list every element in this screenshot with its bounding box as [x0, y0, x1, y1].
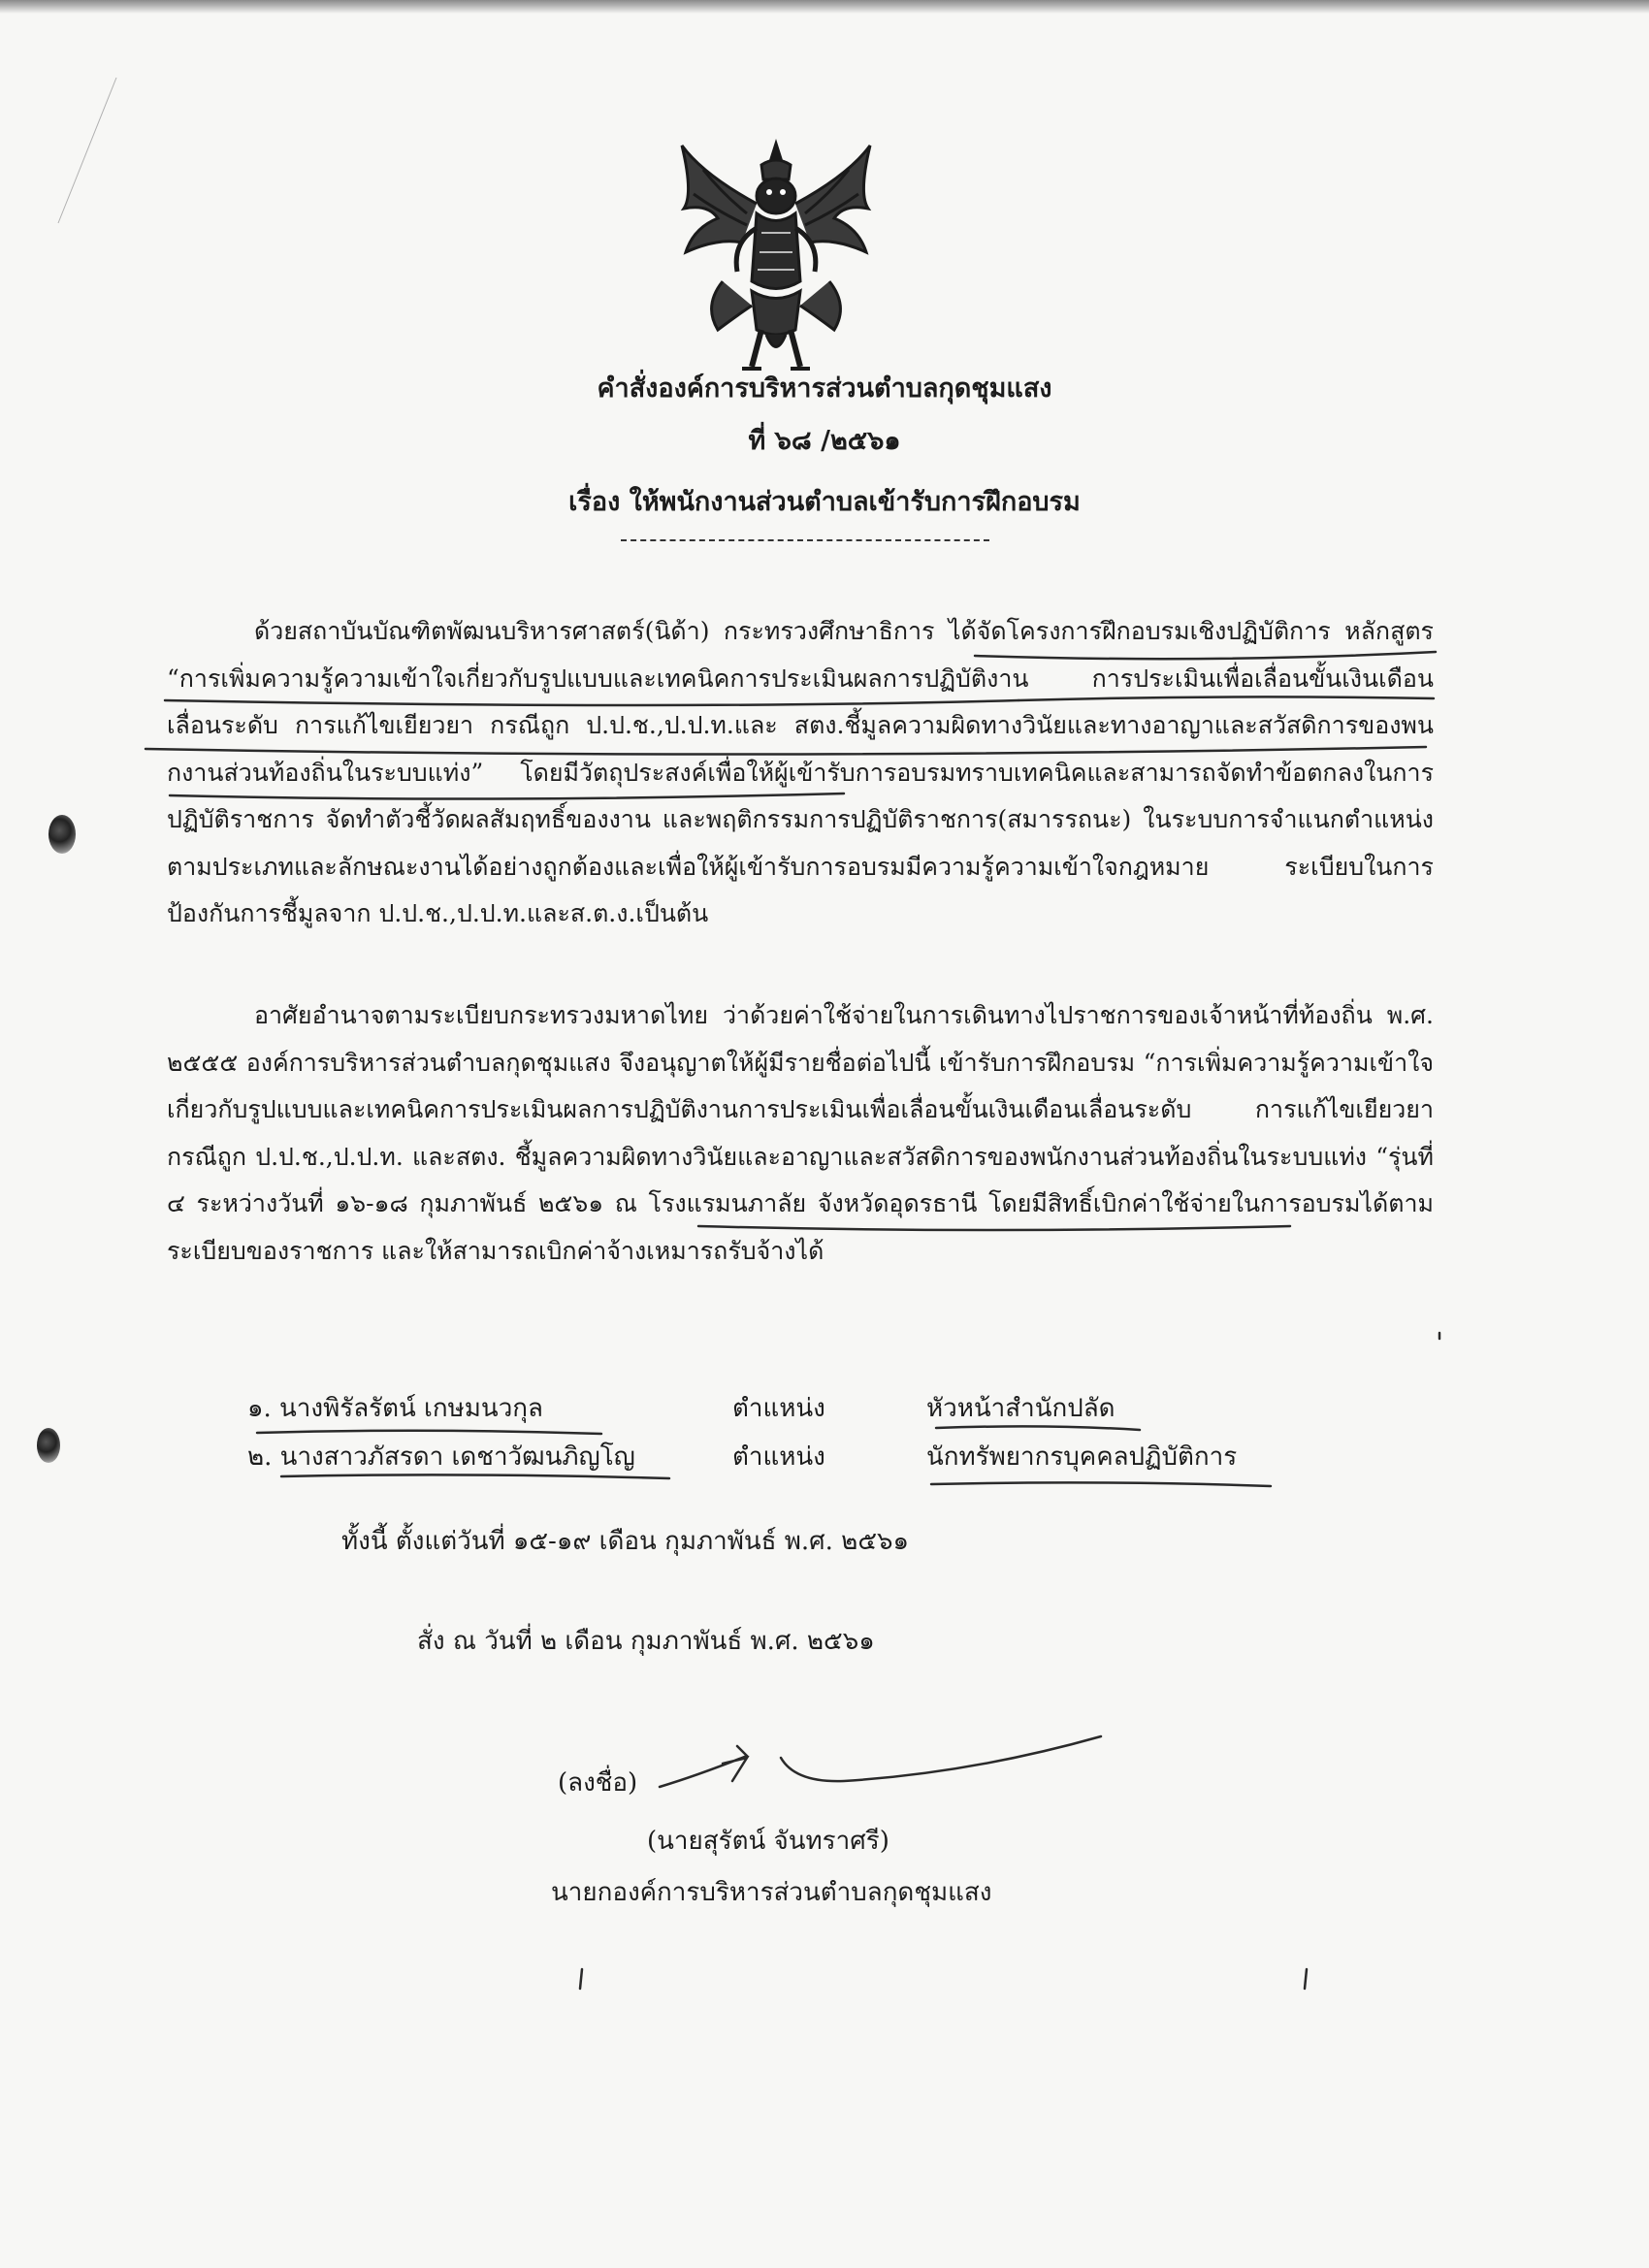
- effective-date: ทั้งนี้ ตั้งแต่วันที่ ๑๕-๑๙ เดือน กุมภาพันธ์ พ.ศ. ๒๕๖๑: [341, 1527, 909, 1556]
- signer-name: (นายสุรัตน์ จันทราศรี): [647, 1827, 889, 1856]
- attendee-name: ๑. นางพิรัลรัตน์ เกษมนวกุล: [247, 1394, 543, 1423]
- order-date: สั่ง ณ วันที่ ๒ เดือน กุมภาพันธ์ พ.ศ. ๒๕๖๑: [417, 1627, 875, 1656]
- underline-mark: [170, 794, 844, 799]
- order-title: คำสั่งองค์การบริหารส่วนตำบลกุดชุมแสง: [597, 373, 1052, 404]
- order-number: ที่ ๖๘ /๒๕๖๑: [748, 426, 901, 456]
- underline-mark: [975, 652, 1436, 659]
- signature-mark: [781, 1736, 1101, 1781]
- stray-mark: [580, 1969, 582, 1989]
- signer-title: นายกองค์การบริหารส่วนตำบลกุดชุมแสง: [551, 1878, 992, 1907]
- position-label: ตำแหน่ง: [732, 1442, 825, 1472]
- underline-mark: [281, 1474, 669, 1478]
- order-subject: เรื่อง ให้พนักงานส่วนตำบลเข้ารับการฝึกอบรม: [568, 487, 1081, 517]
- scan-artifact: [58, 78, 116, 223]
- attendee-position: หัวหน้าสำนักปลัด: [926, 1394, 1116, 1423]
- paragraph-2-text: อาศัยอำนาจตามระเบียบกระทรวงมหาดไทย ว่าด้วยค่าใช้จ่ายในการเดินทางไปราชการของเจ้าหน้าที่ท้องถิ่น พ.ศ. ๒๕๕๕ องค์การบริหารส่วนตำบลกุดชุมแสง จึงอนุญาตให้ผู้มีรายชื่อต่อไปนี้ เข้ารับการฝึกอบรม “การเพิ่มความรู้ความเข้าใจเกี่ยวกับรูปแบบและเทคนิคการประเมินผลการปฏิบัติงานการประเมินเพื่อเลื่อนขั้นเงินเดือนเลื่อนระดับ การแก้ไขเยียวยา กรณีถูก ป.ป.ช.,ป.ป.ท. และสตง. ชี้มูลความผิดทางวินัยและอาญาและสวัสดิการของพนักงานส่วนท้องถิ่นในระบบแท่ง “รุ่นที่ ๔ ระหว่างวันที่ ๑๖-๑๘ กุมภาพันธ์ ๒๕๖๑ ณ โรงแรมนภาลัย จังหวัดอุดรธานี โดยมีสิทธิ์เบิกค่าใช้จ่ายในการอบรมได้ตามระเบียบของราชการ และให้สามารถเบิกค่าจ้างเหมารถรับจ้างได้: [167, 1001, 1434, 1265]
- paragraph-1-text: ด้วยสถาบันบัณฑิตพัฒนบริหารศาสตร์(นิด้า) กระทรวงศึกษาธิการ ได้จัดโครงการฝึกอบรมเชิงปฏิบัติการ หลักสูตร “การเพิ่มความรู้ความเข้าใจเกี่ยวกับรูปแบบและเทคนิคการประเมินผลการปฏิบัติงาน การประเมินเพื่อเลื่อนขั้นเงินเดือน เลื่อนระดับ การแก้ไขเยียวยา กรณีถูก ป.ป.ช.,ป.ป.ท.และ สตง.ชี้มูลความผิดทางวินัยและทางอาญาและสวัสดิการของพนกงานส่วนท้องถิ่นในระบบแท่ง” โดยมีวัตถุประสงค์เพื่อให้ผู้เข้ารับการอบรมทราบเทคนิคและสามารถจัดทำข้อตกลงในการปฏิบัติราชการ จัดทำตัวชี้วัดผลสัมฤทธิ์ของงาน และพฤติกรรมการปฏิบัติราชการ(สมารรถนะ) ในระบบการจำแนกตำแหน่งตามประเภทและลักษณะงานได้อย่างถูกต้องและเพื่อให้ผู้เข้ารับการอบรมมีความรู้ความเข้าใจกฎหมาย ระเบียบในการป้องกันการชี้มูลจาก ป.ป.ช.,ป.ป.ท.และส.ต.ง.เป็นต้น: [167, 617, 1434, 927]
- underline-mark: [257, 1431, 601, 1434]
- stray-mark: [1305, 1969, 1307, 1989]
- attendee-position: นักทรัพยากรบุคคลปฏิบัติการ: [926, 1442, 1238, 1472]
- underline-mark: [165, 700, 1018, 705]
- underline-mark: [931, 1482, 1271, 1486]
- underline-mark: [1018, 697, 1434, 700]
- position-label: ตำแหน่ง: [732, 1394, 825, 1423]
- attendee-name: ๒. นางสาวภัสรดา เดชาวัฒนภิญโญ: [247, 1442, 635, 1472]
- sign-label: (ลงชื่อ): [558, 1768, 638, 1798]
- underline-mark: [936, 1426, 1140, 1430]
- underline-mark: [698, 1226, 1290, 1230]
- signature-mark: [660, 1746, 747, 1787]
- underline-mark: [146, 747, 1426, 755]
